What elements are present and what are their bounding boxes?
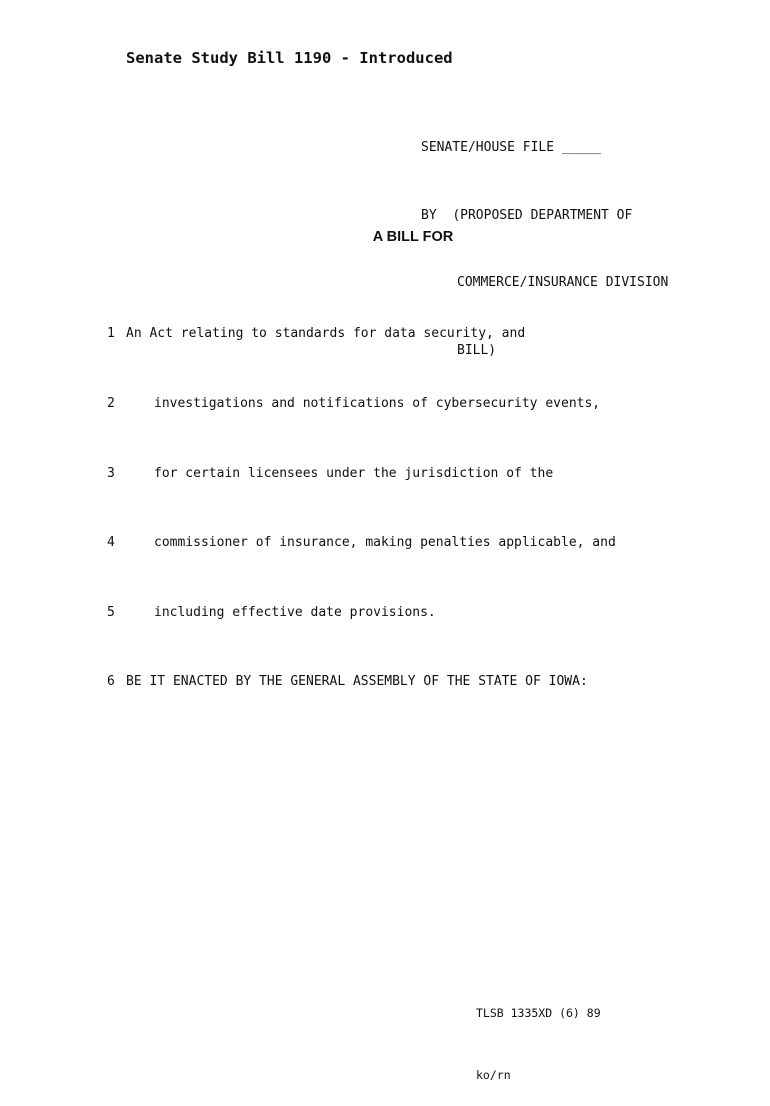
bill-line [107, 531, 616, 554]
line-number: 4 [107, 535, 115, 551]
line-number: 2 [107, 396, 115, 412]
line-number: 5 [107, 604, 115, 620]
footer [476, 962, 601, 1106]
bill-line [107, 462, 616, 485]
bill-line [107, 670, 616, 693]
line-number: 6 [107, 674, 115, 690]
file-line: SENATE/HOUSE FILE _____ [421, 140, 602, 155]
footer-code: TLSB 1335XD (6) 89 [476, 1006, 601, 1020]
footer-initials: ko/rn [476, 1067, 511, 1082]
bill-line [107, 601, 616, 624]
line-text: investigations and notifications of cybersecurity events, [154, 396, 601, 412]
line-text: BE IT ENACTED BY THE GENERAL ASSEMBLY OF THE STATE OF IOWA: [126, 674, 588, 690]
bill-lines [107, 276, 616, 717]
page-title: Senate Study Bill 1190 - Introduced [126, 49, 453, 67]
line-text: An Act relating to standards for data security, and [126, 326, 526, 342]
line-number: 3 [107, 465, 115, 481]
line-text: for certain licensees under the jurisdiction of the [154, 465, 554, 481]
by-line-2: COMMERCE/INSURANCE DIVISION [457, 275, 669, 290]
by-label: BY [421, 207, 437, 223]
bill-line [107, 392, 616, 415]
line-text: including effective date provisions. [154, 604, 436, 620]
bill-for-heading: A BILL FOR [372, 229, 454, 245]
line-text: commissioner of insurance, making penalties applicable, and [154, 535, 616, 551]
by-line-3: BILL) [457, 342, 497, 358]
by-line-1: (PROPOSED DEPARTMENT OF [452, 207, 633, 223]
by-line [421, 205, 668, 228]
bill-line [107, 322, 616, 345]
line-number: 1 [107, 326, 115, 342]
